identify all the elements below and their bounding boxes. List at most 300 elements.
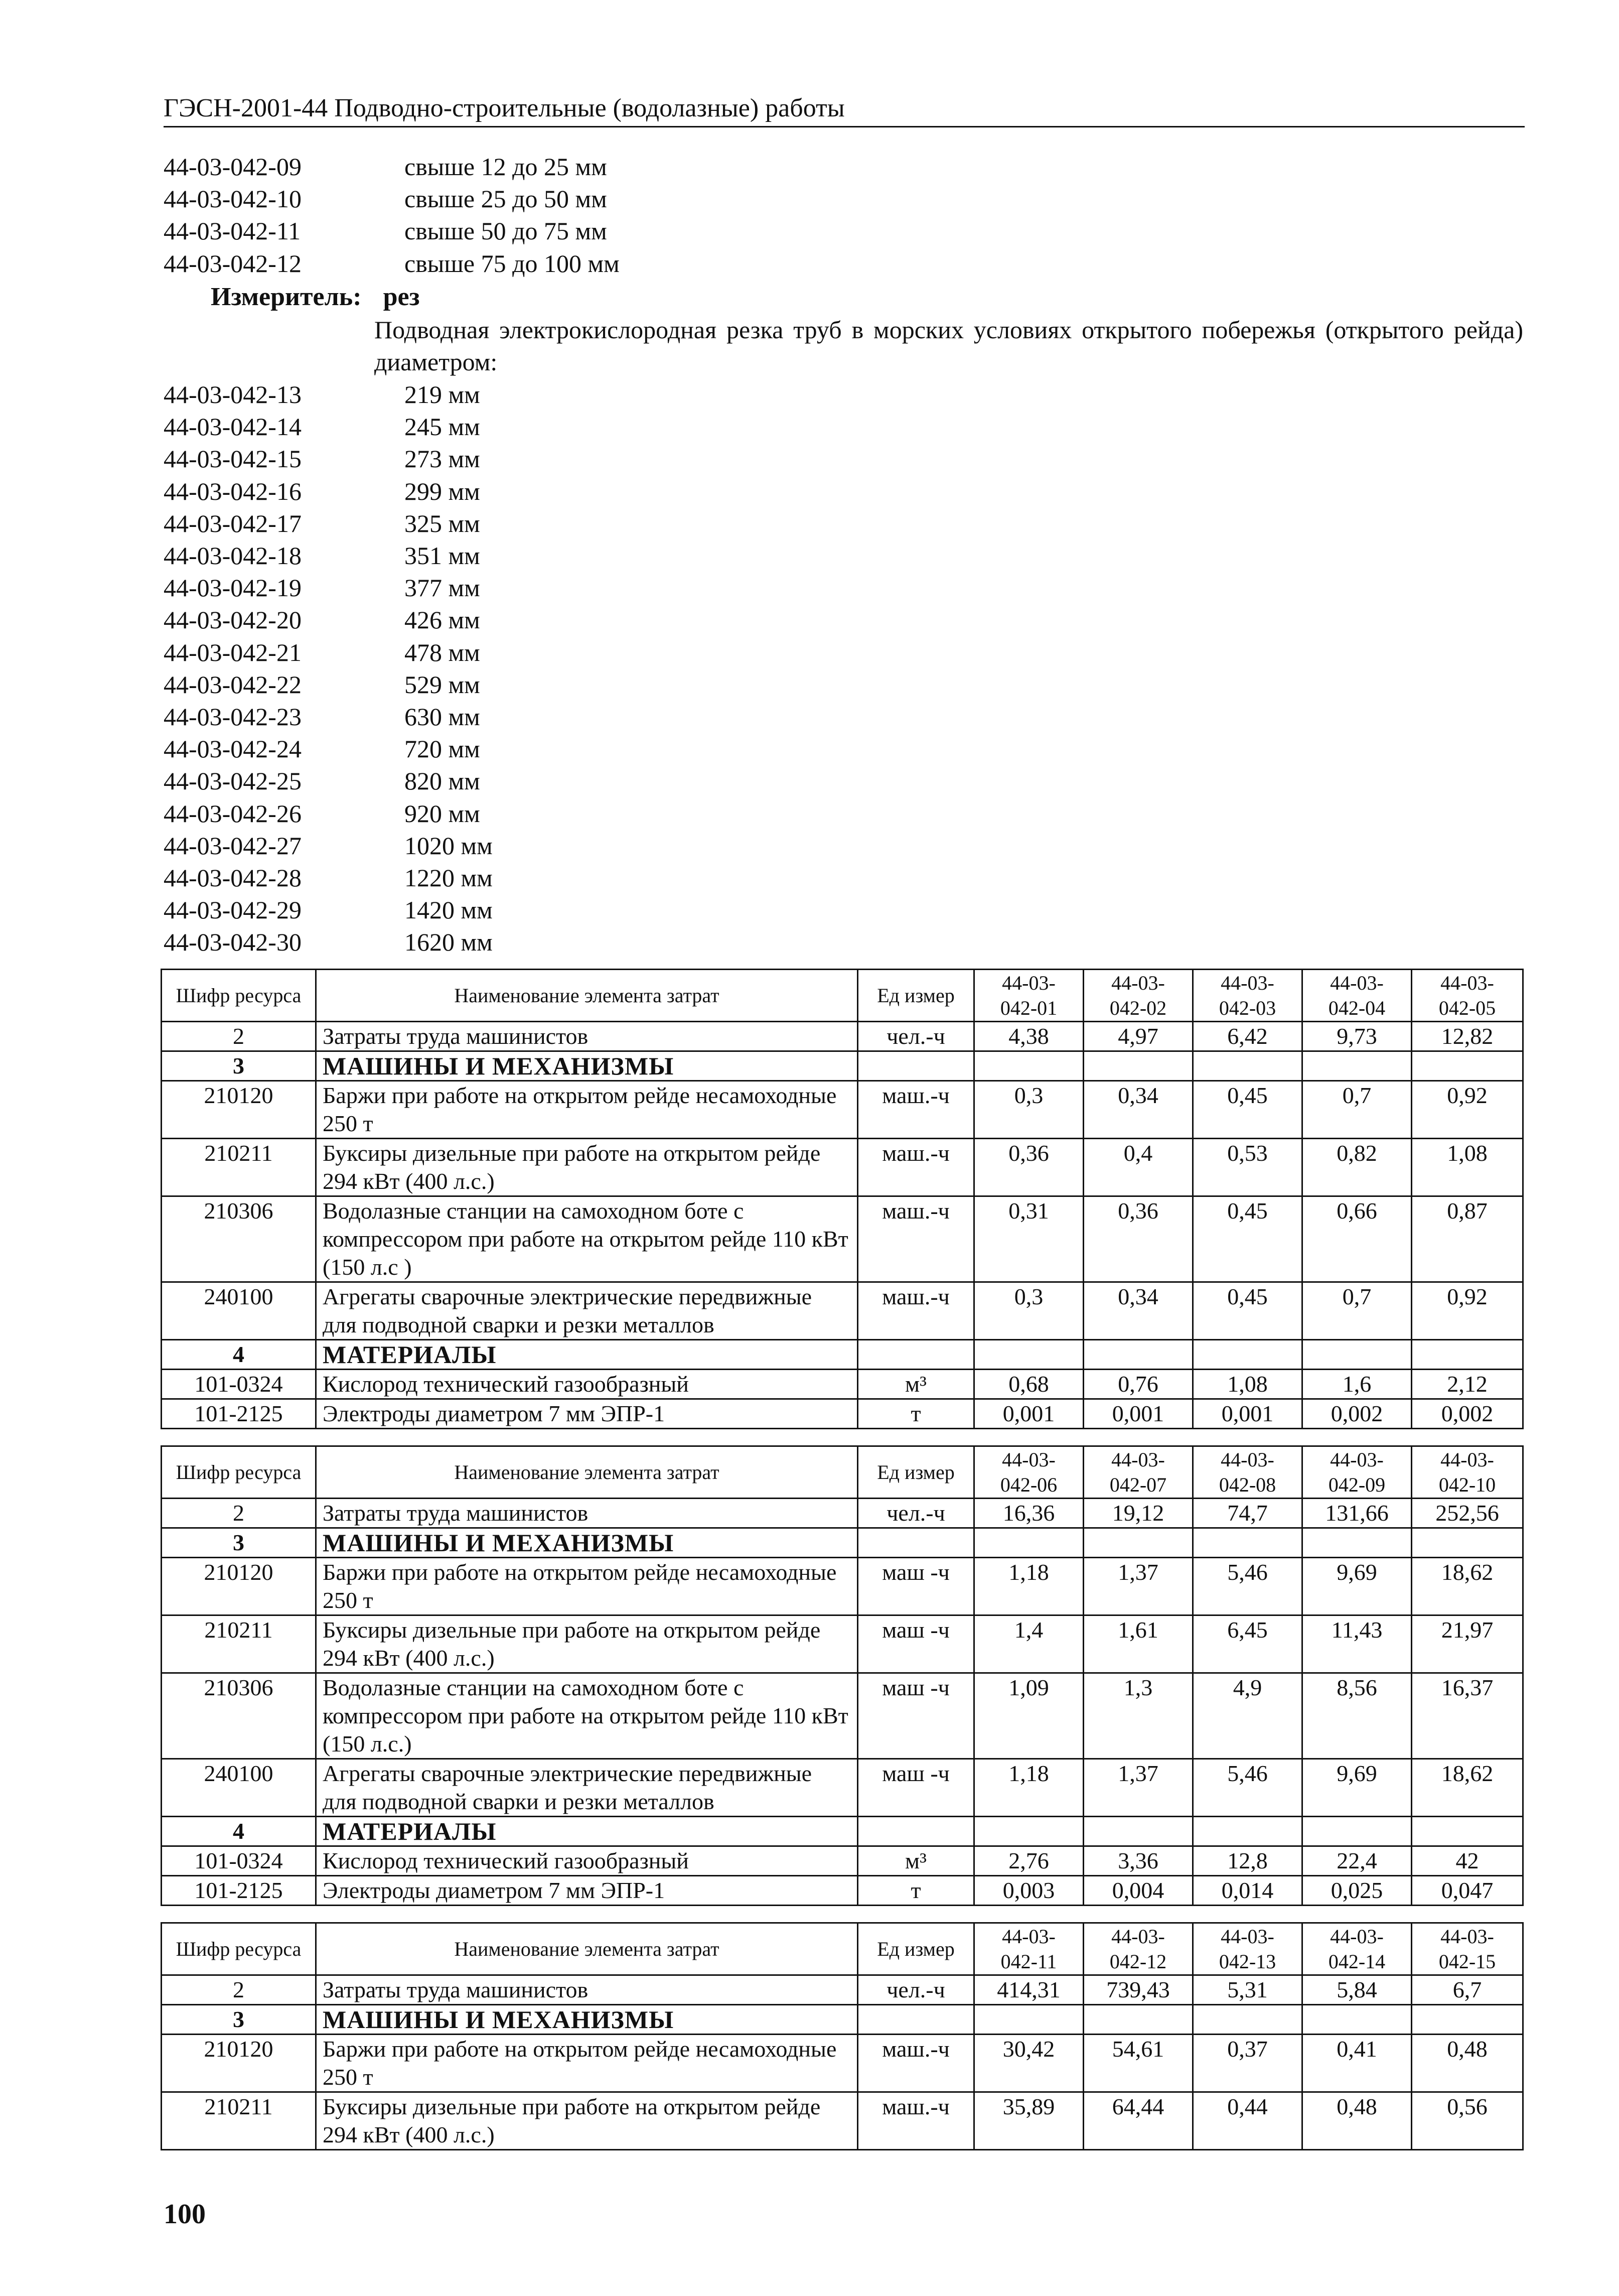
norm-value: 8,56	[1302, 1673, 1412, 1759]
norm-value: 18,62	[1412, 1759, 1523, 1817]
norm-value: 0,36	[974, 1139, 1084, 1196]
norm-value: 18,62	[1412, 1558, 1523, 1615]
norm-value: 0,001	[1084, 1399, 1193, 1429]
item-description: 426 мм	[404, 606, 480, 634]
norm-value: 0,82	[1302, 1139, 1412, 1196]
norm-value: 0,56	[1412, 2092, 1523, 2150]
norm-value: 0,7	[1302, 1282, 1412, 1340]
table-row	[162, 1759, 1523, 1817]
item-code: 44-03-042-13	[164, 380, 302, 409]
empty-cell	[974, 1528, 1084, 1558]
resource-code: 3	[162, 2005, 316, 2035]
code-list-item	[164, 830, 493, 862]
table-header-row	[162, 970, 1523, 1022]
empty-cell	[1412, 1817, 1523, 1846]
empty-cell	[1193, 1051, 1302, 1081]
empty-cell	[858, 1051, 974, 1081]
code-list-item	[164, 247, 620, 280]
norm-value: 6,45	[1193, 1615, 1302, 1673]
header-norm-code: 44-03- 042-01	[974, 970, 1084, 1022]
unit-cell: маш -ч	[858, 1759, 974, 1817]
cost-element-name: Электроды диаметром 7 мм ЭПР-1	[316, 1399, 858, 1429]
norm-value: 2,76	[974, 1846, 1084, 1876]
norm-value: 0,001	[974, 1399, 1084, 1429]
norm-value: 9,73	[1302, 1022, 1412, 1051]
code-list-item	[164, 668, 493, 701]
empty-cell	[1412, 1340, 1523, 1370]
norm-value: 0,37	[1193, 2035, 1302, 2092]
empty-cell	[1084, 2005, 1193, 2035]
item-description: 820 мм	[404, 767, 480, 795]
norm-value: 0,025	[1302, 1876, 1412, 1906]
header-name: Наименование элемента затрат	[316, 1923, 858, 1975]
section-description: Подводная электрокислородная резка труб в морских условиях открытого побережья (открытого рейда) диаметром:	[374, 316, 1523, 376]
measure-line	[211, 281, 420, 313]
empty-cell	[858, 2005, 974, 2035]
item-code: 44-03-042-21	[164, 638, 302, 666]
table-row	[162, 1282, 1523, 1340]
resource-code: 3	[162, 1528, 316, 1558]
cost-element-name: Баржи при работе на открытом рейде несамоходные 250 т	[316, 1081, 858, 1139]
norm-value: 9,69	[1302, 1759, 1412, 1817]
table-row	[162, 1876, 1523, 1906]
resource-code: 210306	[162, 1196, 316, 1282]
norm-value: 0,3	[974, 1282, 1084, 1340]
norm-value: 0,34	[1084, 1282, 1193, 1340]
table-row	[162, 2035, 1523, 2092]
table-row	[162, 1370, 1523, 1399]
norm-value: 21,97	[1412, 1615, 1523, 1673]
cost-element-name: Буксиры дизельные при работе на открытом рейде 294 кВт (400 л.с.)	[316, 1139, 858, 1196]
norm-value: 16,37	[1412, 1673, 1523, 1759]
header-name: Наименование элемента затрат	[316, 1446, 858, 1499]
code-list-item	[164, 183, 620, 215]
cost-element-name: Затраты труда машинистов	[316, 1499, 858, 1528]
norm-value: 0,4	[1084, 1139, 1193, 1196]
norm-value: 9,69	[1302, 1558, 1412, 1615]
resource-code: 2	[162, 1975, 316, 2005]
unit-cell: м³	[858, 1370, 974, 1399]
header-norm-code: 44-03- 042-02	[1084, 970, 1193, 1022]
header-norm-code: 44-03- 042-08	[1193, 1446, 1302, 1499]
code-list-item	[164, 926, 493, 958]
norm-value: 64,44	[1084, 2092, 1193, 2150]
norm-value: 4,97	[1084, 1022, 1193, 1051]
norm-value: 739,43	[1084, 1975, 1193, 2005]
norm-value: 0,92	[1412, 1282, 1523, 1340]
section-row	[162, 2005, 1523, 2035]
norm-value: 19,12	[1084, 1499, 1193, 1528]
code-list-item	[164, 733, 493, 765]
code-list-item	[164, 507, 493, 539]
norm-value: 1,37	[1084, 1558, 1193, 1615]
item-code: 44-03-042-25	[164, 767, 302, 795]
norm-value: 252,56	[1412, 1499, 1523, 1528]
header-unit: Ед измер	[858, 1446, 974, 1499]
code-list-item	[164, 475, 493, 507]
table-row	[162, 1081, 1523, 1139]
norm-value: 3,36	[1084, 1846, 1193, 1876]
item-description: 1220 мм	[404, 864, 493, 892]
norm-value: 1,18	[974, 1759, 1084, 1817]
item-code: 44-03-042-19	[164, 574, 302, 602]
table-row	[162, 1615, 1523, 1673]
resource-code: 210306	[162, 1673, 316, 1759]
table-row	[162, 1673, 1523, 1759]
header-norm-code: 44-03- 042-13	[1193, 1923, 1302, 1975]
item-code: 44-03-042-15	[164, 445, 302, 473]
unit-cell: чел.-ч	[858, 1975, 974, 2005]
resource-code: 210120	[162, 1081, 316, 1139]
code-list-item	[164, 443, 493, 475]
cost-element-name: Водолазные станции на самоходном боте с компрессором при работе на открытом рейде 110 кВт (150 л.с.)	[316, 1673, 858, 1759]
code-list-item	[164, 572, 493, 604]
resource-code: 210120	[162, 1558, 316, 1615]
header-norm-code: 44-03- 042-06	[974, 1446, 1084, 1499]
empty-cell	[1084, 1051, 1193, 1081]
header-unit: Ед измер	[858, 1923, 974, 1975]
empty-cell	[1193, 2005, 1302, 2035]
norm-value: 22,4	[1302, 1846, 1412, 1876]
empty-cell	[1084, 1817, 1193, 1846]
header-norm-code: 44-03- 042-03	[1193, 970, 1302, 1022]
code-list-item	[164, 765, 493, 797]
table-row	[162, 1139, 1523, 1196]
item-description: 1620 мм	[404, 928, 493, 957]
cost-element-name: Водолазные станции на самоходном боте с компрессором при работе на открытом рейде 110 кВт (150 л.с )	[316, 1196, 858, 1282]
norm-value: 1,18	[974, 1558, 1084, 1615]
norm-value: 0,004	[1084, 1876, 1193, 1906]
norm-value: 5,84	[1302, 1975, 1412, 2005]
norm-value: 4,9	[1193, 1673, 1302, 1759]
cost-element-name: Баржи при работе на открытом рейде несамоходные 250 т	[316, 1558, 858, 1615]
norm-value: 0,45	[1193, 1081, 1302, 1139]
page-number: 100	[164, 2199, 206, 2230]
resource-code: 3	[162, 1051, 316, 1081]
code-list-item	[164, 604, 493, 636]
item-code: 44-03-042-10	[164, 185, 302, 213]
empty-cell	[974, 1340, 1084, 1370]
norm-value: 5,31	[1193, 1975, 1302, 2005]
norm-value: 0,002	[1302, 1399, 1412, 1429]
empty-cell	[858, 1528, 974, 1558]
table-row	[162, 1196, 1523, 1282]
unit-cell: маш.-ч	[858, 1196, 974, 1282]
item-description: 325 мм	[404, 509, 480, 537]
unit-cell: чел.-ч	[858, 1499, 974, 1528]
empty-cell	[1302, 1340, 1412, 1370]
unit-cell: т	[858, 1399, 974, 1429]
item-description: 299 мм	[404, 477, 480, 505]
header-code: Шифр ресурса	[162, 970, 316, 1022]
empty-cell	[1084, 1340, 1193, 1370]
resource-code: 101-0324	[162, 1846, 316, 1876]
empty-cell	[1193, 1340, 1302, 1370]
item-description: 1020 мм	[404, 831, 493, 860]
item-code: 44-03-042-22	[164, 670, 302, 699]
norm-value: 1,6	[1302, 1370, 1412, 1399]
item-code: 44-03-042-11	[164, 217, 301, 245]
unit-cell: маш.-ч	[858, 1282, 974, 1340]
cost-element-name: Агрегаты сварочные электрические передвижные для подводной сварки и резки металлов	[316, 1759, 858, 1817]
code-list-item	[164, 215, 620, 247]
code-list-1	[164, 151, 620, 280]
item-code: 44-03-042-12	[164, 249, 302, 278]
norm-value: 414,31	[974, 1975, 1084, 2005]
table-row	[162, 1399, 1523, 1429]
code-list-item	[164, 862, 493, 894]
page-header: ГЭСН-2001-44 Подводно-строительные (водолазные) работы	[164, 93, 1525, 127]
unit-cell: маш -ч	[858, 1558, 974, 1615]
norm-value: 42	[1412, 1846, 1523, 1876]
unit-cell: маш.-ч	[858, 2092, 974, 2150]
item-description: свыше 75 до 100 мм	[404, 249, 620, 278]
table-row	[162, 1022, 1523, 1051]
norm-value: 0,76	[1084, 1370, 1193, 1399]
unit-cell: чел.-ч	[858, 1022, 974, 1051]
code-list-item	[164, 378, 493, 411]
empty-cell	[1412, 1528, 1523, 1558]
norm-value: 1,08	[1412, 1139, 1523, 1196]
header-norm-code: 44-03- 042-07	[1084, 1446, 1193, 1499]
header-norm-code: 44-03- 042-12	[1084, 1923, 1193, 1975]
empty-cell	[1302, 1051, 1412, 1081]
norm-value: 0,48	[1412, 2035, 1523, 2092]
section-row	[162, 1528, 1523, 1558]
norm-value: 0,87	[1412, 1196, 1523, 1282]
section-row	[162, 1340, 1523, 1370]
item-code: 44-03-042-30	[164, 928, 302, 957]
norm-table-3	[161, 1922, 1524, 2150]
unit-cell: т	[858, 1876, 974, 1906]
item-code: 44-03-042-16	[164, 477, 302, 505]
norm-value: 0,45	[1193, 1196, 1302, 1282]
cost-element-name: МАШИНЫ И МЕХАНИЗМЫ	[316, 2005, 858, 2035]
item-description: 1420 мм	[404, 896, 493, 924]
norm-value: 16,36	[974, 1499, 1084, 1528]
norm-table-2	[161, 1445, 1524, 1906]
item-code: 44-03-042-27	[164, 831, 302, 860]
empty-cell	[1412, 2005, 1523, 2035]
resource-code: 2	[162, 1022, 316, 1051]
resource-code: 240100	[162, 1759, 316, 1817]
resource-code: 210211	[162, 1139, 316, 1196]
resource-code: 4	[162, 1340, 316, 1370]
empty-cell	[1193, 1528, 1302, 1558]
norm-value: 0,36	[1084, 1196, 1193, 1282]
norm-value: 0,001	[1193, 1399, 1302, 1429]
norm-value: 0,48	[1302, 2092, 1412, 2150]
cost-element-name: Баржи при работе на открытом рейде несамоходные 250 т	[316, 2035, 858, 2092]
norm-table-1	[161, 969, 1524, 1429]
norm-value: 1,09	[974, 1673, 1084, 1759]
norm-value: 2,12	[1412, 1370, 1523, 1399]
header-code: Шифр ресурса	[162, 1446, 316, 1499]
norm-value: 0,44	[1193, 2092, 1302, 2150]
empty-cell	[1193, 1817, 1302, 1846]
code-list-item	[164, 797, 493, 830]
cost-element-name: Затраты труда машинистов	[316, 1022, 858, 1051]
norm-value: 74,7	[1193, 1499, 1302, 1528]
norm-value: 11,43	[1302, 1615, 1412, 1673]
norm-value: 1,08	[1193, 1370, 1302, 1399]
item-description: 720 мм	[404, 735, 480, 763]
norm-value: 1,61	[1084, 1615, 1193, 1673]
cost-element-name: Кислород технический газообразный	[316, 1846, 858, 1876]
norm-value: 12,82	[1412, 1022, 1523, 1051]
norm-value: 0,92	[1412, 1081, 1523, 1139]
norm-value: 35,89	[974, 2092, 1084, 2150]
header-norm-code: 44-03- 042-11	[974, 1923, 1084, 1975]
item-code: 44-03-042-20	[164, 606, 302, 634]
norm-value: 12,8	[1193, 1846, 1302, 1876]
norm-value: 5,46	[1193, 1558, 1302, 1615]
cost-element-name: Электроды диаметром 7 мм ЭПР-1	[316, 1876, 858, 1906]
item-description: 219 мм	[404, 380, 480, 409]
resource-code: 210211	[162, 2092, 316, 2150]
resource-code: 210120	[162, 2035, 316, 2092]
table-row	[162, 2092, 1523, 2150]
cost-element-name: Буксиры дизельные при работе на открытом рейде 294 кВт (400 л.с.)	[316, 1615, 858, 1673]
item-code: 44-03-042-23	[164, 703, 302, 731]
header-norm-code: 44-03- 042-04	[1302, 970, 1412, 1022]
cost-element-name: МАТЕРИАЛЫ	[316, 1817, 858, 1846]
empty-cell	[1302, 1528, 1412, 1558]
cost-element-name: Агрегаты сварочные электрические передвижные для подводной сварки и резки металлов	[316, 1282, 858, 1340]
table-row	[162, 1975, 1523, 2005]
resource-code: 2	[162, 1499, 316, 1528]
header-norm-code: 44-03- 042-15	[1412, 1923, 1523, 1975]
item-description: свыше 12 до 25 мм	[404, 153, 607, 181]
cost-element-name: Затраты труда машинистов	[316, 1975, 858, 2005]
resource-code: 210211	[162, 1615, 316, 1673]
item-code: 44-03-042-28	[164, 864, 302, 892]
resource-code: 101-2125	[162, 1399, 316, 1429]
cost-element-name: МАШИНЫ И МЕХАНИЗМЫ	[316, 1051, 858, 1081]
norm-value: 0,3	[974, 1081, 1084, 1139]
item-description: 377 мм	[404, 574, 480, 602]
norm-value: 0,003	[974, 1876, 1084, 1906]
item-description: 529 мм	[404, 670, 480, 699]
unit-cell: маш.-ч	[858, 1081, 974, 1139]
item-code: 44-03-042-14	[164, 413, 302, 441]
norm-value: 4,38	[974, 1022, 1084, 1051]
item-code: 44-03-042-09	[164, 153, 302, 181]
norm-value: 0,34	[1084, 1081, 1193, 1139]
empty-cell	[858, 1817, 974, 1846]
item-code: 44-03-042-26	[164, 799, 302, 828]
unit-cell: м³	[858, 1846, 974, 1876]
item-description: 273 мм	[404, 445, 480, 473]
table-row	[162, 1846, 1523, 1876]
empty-cell	[1084, 1528, 1193, 1558]
item-code: 44-03-042-18	[164, 542, 302, 570]
item-description: 630 мм	[404, 703, 480, 731]
resource-code: 4	[162, 1817, 316, 1846]
norm-value: 0,68	[974, 1370, 1084, 1399]
cost-element-name: МАШИНЫ И МЕХАНИЗМЫ	[316, 1528, 858, 1558]
norm-value: 0,047	[1412, 1876, 1523, 1906]
code-list-item	[164, 539, 493, 572]
header-norm-code: 44-03- 042-14	[1302, 1923, 1412, 1975]
header-norm-code: 44-03- 042-05	[1412, 970, 1523, 1022]
item-code: 44-03-042-17	[164, 509, 302, 537]
norm-value: 0,66	[1302, 1196, 1412, 1282]
norm-value: 1,37	[1084, 1759, 1193, 1817]
measure-value: рез	[383, 283, 420, 311]
resource-code: 101-2125	[162, 1876, 316, 1906]
norm-value: 0,41	[1302, 2035, 1412, 2092]
section-row	[162, 1051, 1523, 1081]
norm-value: 6,7	[1412, 1975, 1523, 2005]
empty-cell	[1302, 2005, 1412, 2035]
table-header-row	[162, 1923, 1523, 1975]
empty-cell	[974, 2005, 1084, 2035]
norm-value: 5,46	[1193, 1759, 1302, 1817]
section-row	[162, 1817, 1523, 1846]
empty-cell	[858, 1340, 974, 1370]
norm-value: 54,61	[1084, 2035, 1193, 2092]
norm-value: 6,42	[1193, 1022, 1302, 1051]
code-list-item	[164, 411, 493, 443]
norm-value: 30,42	[974, 2035, 1084, 2092]
item-description: 351 мм	[404, 542, 480, 570]
unit-cell: маш -ч	[858, 1673, 974, 1759]
cost-element-name: Кислород технический газообразный	[316, 1370, 858, 1399]
empty-cell	[974, 1051, 1084, 1081]
code-list-item	[164, 894, 493, 926]
norm-value: 0,7	[1302, 1081, 1412, 1139]
code-list-2	[164, 378, 493, 959]
empty-cell	[1412, 1051, 1523, 1081]
item-description: 478 мм	[404, 638, 480, 666]
header-code: Шифр ресурса	[162, 1923, 316, 1975]
item-code: 44-03-042-29	[164, 896, 302, 924]
cost-element-name: МАТЕРИАЛЫ	[316, 1340, 858, 1370]
item-description: 920 мм	[404, 799, 480, 828]
header-unit: Ед измер	[858, 970, 974, 1022]
resource-code: 101-0324	[162, 1370, 316, 1399]
norm-value: 0,014	[1193, 1876, 1302, 1906]
table-row	[162, 1499, 1523, 1528]
norm-value: 0,53	[1193, 1139, 1302, 1196]
norm-value: 1,4	[974, 1615, 1084, 1673]
unit-cell: маш -ч	[858, 1615, 974, 1673]
measure-label: Измеритель:	[211, 283, 362, 311]
item-code: 44-03-042-24	[164, 735, 302, 763]
header-norm-code: 44-03- 042-09	[1302, 1446, 1412, 1499]
norm-value: 131,66	[1302, 1499, 1412, 1528]
norm-value: 1,3	[1084, 1673, 1193, 1759]
empty-cell	[1302, 1817, 1412, 1846]
header-norm-code: 44-03- 042-10	[1412, 1446, 1523, 1499]
norm-value: 0,45	[1193, 1282, 1302, 1340]
code-list-item	[164, 151, 620, 183]
unit-cell: маш.-ч	[858, 1139, 974, 1196]
empty-cell	[974, 1817, 1084, 1846]
code-list-item	[164, 701, 493, 733]
item-description: свыше 50 до 75 мм	[404, 217, 607, 245]
code-list-item	[164, 636, 493, 668]
norm-value: 0,31	[974, 1196, 1084, 1282]
item-description: 245 мм	[404, 413, 480, 441]
resource-code: 240100	[162, 1282, 316, 1340]
item-description: свыше 25 до 50 мм	[404, 185, 607, 213]
cost-element-name: Буксиры дизельные при работе на открытом рейде 294 кВт (400 л.с.)	[316, 2092, 858, 2150]
unit-cell: маш.-ч	[858, 2035, 974, 2092]
table-row	[162, 1558, 1523, 1615]
norm-value: 0,002	[1412, 1399, 1523, 1429]
